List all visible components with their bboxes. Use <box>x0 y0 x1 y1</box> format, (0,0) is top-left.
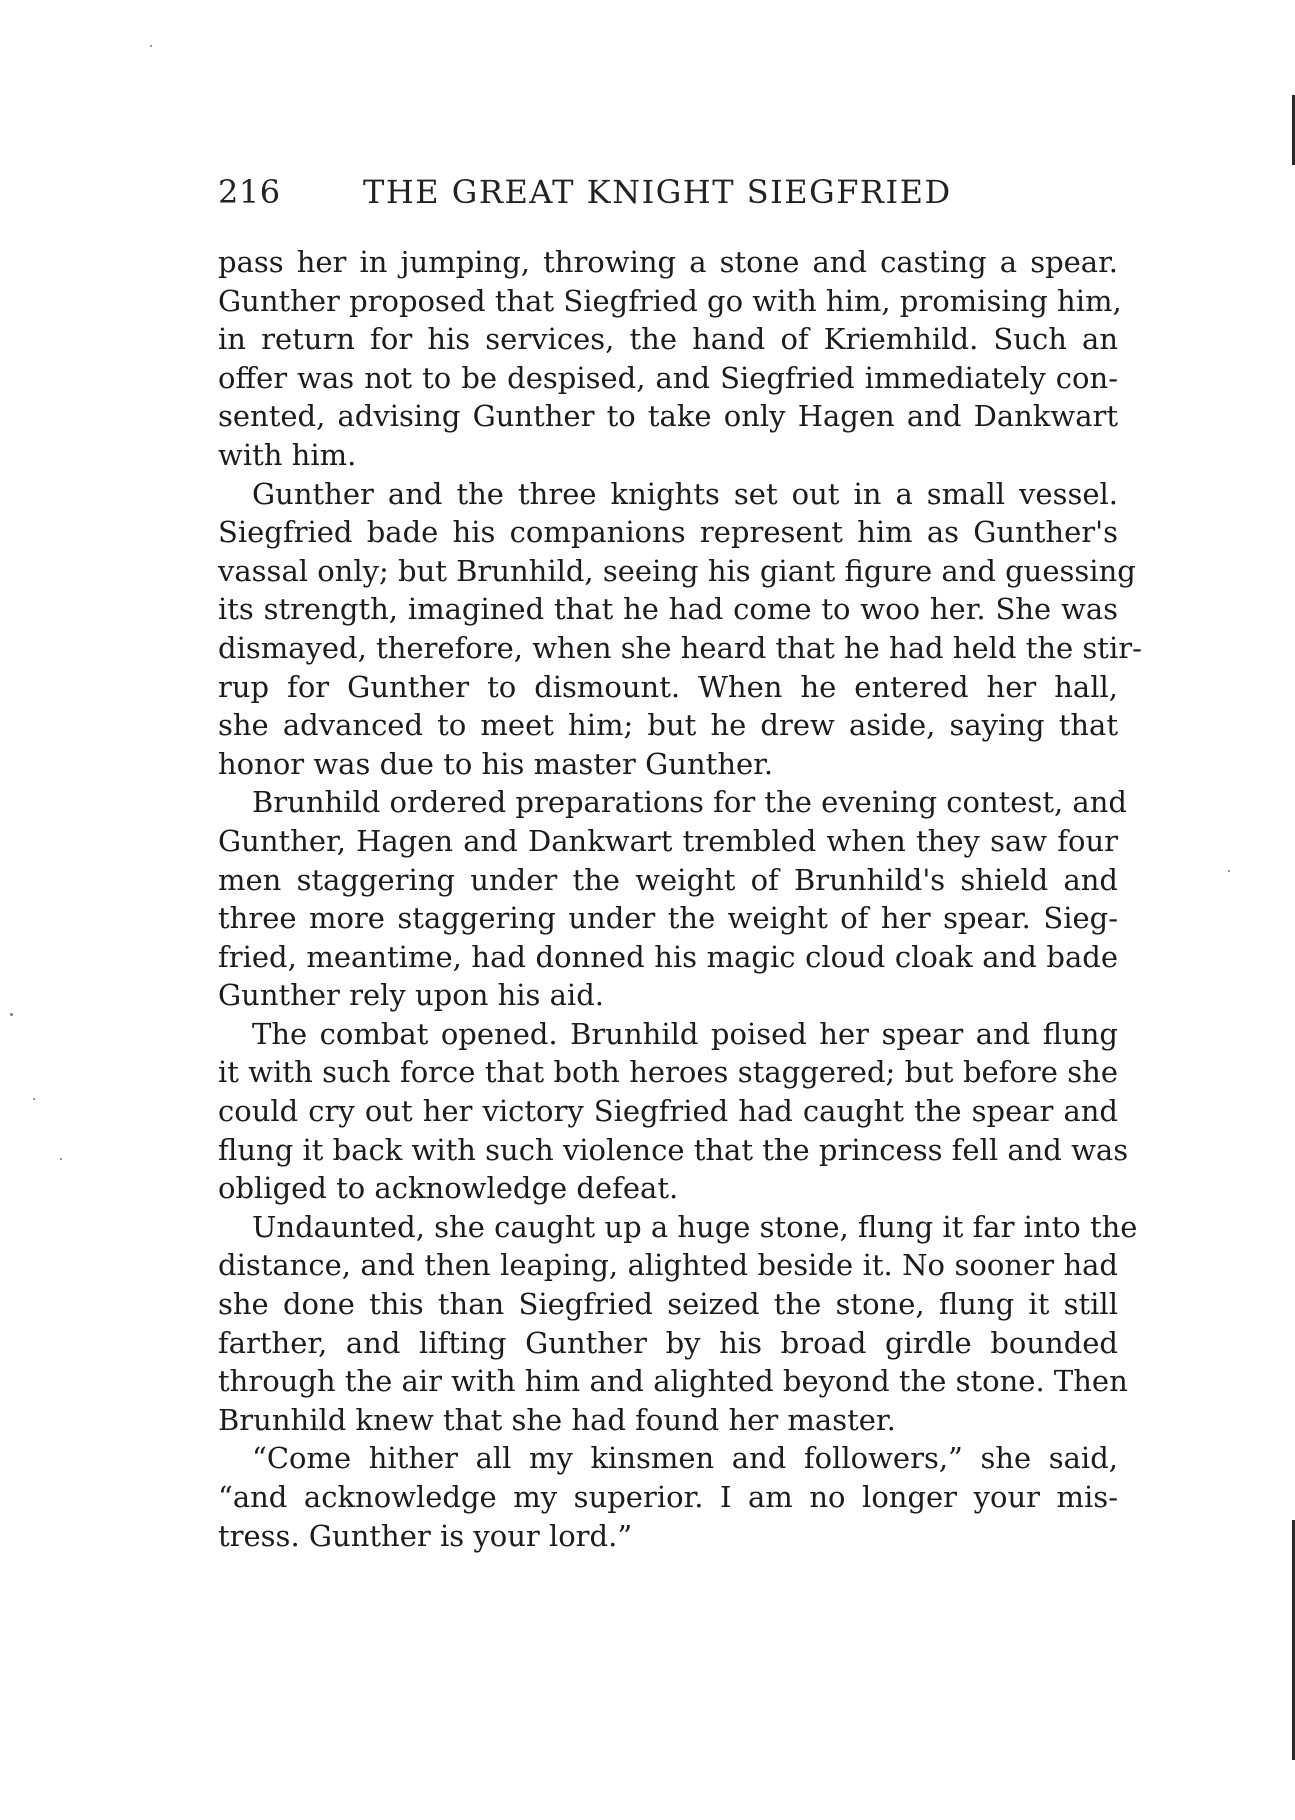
running-head <box>218 168 1118 216</box>
scan-speck <box>10 1013 13 1016</box>
text-line: The combat opened. Brunhild poised her spear and flung <box>252 1016 1118 1051</box>
text-line: rup for Gunther to dismount. When he entered her hall, <box>218 669 1118 704</box>
text-line: Siegfried bade his companions represent him as Gunther's <box>218 515 1118 550</box>
text-line: Brunhild ordered preparations for the evening contest, and <box>252 785 1127 820</box>
text-line: “Come hither all my kinsmen and followers,” she said, <box>252 1441 1118 1476</box>
text-line: she done this than Siegfried seized the stone, flung it still <box>218 1287 1118 1322</box>
text-line: farther, and lifting Gunther by his broad girdle bounded <box>218 1325 1118 1360</box>
text-line: flung it back with such violence that the princess fell and was <box>218 1132 1129 1167</box>
chapter-title: THE GREAT KNIGHT SIEGFRIED <box>363 173 952 211</box>
text-line: with him. <box>218 437 357 472</box>
text-line: she advanced to meet him; but he drew aside, saying that <box>218 708 1118 743</box>
page-number: 216 <box>218 173 281 211</box>
text-line: “and acknowledge my superior. I am no longer your mis- <box>218 1480 1118 1514</box>
text-line: through the air with him and alighted beyond the stone. Then <box>218 1364 1128 1399</box>
text-line: honor was due to his master Gunther. <box>218 746 774 781</box>
text-line: could cry out her victory Siegfried had caught the spear and <box>218 1094 1118 1129</box>
text-line: obliged to acknowledge defeat. <box>218 1171 679 1206</box>
text-line: pass her in jumping, throwing a stone and casting a spear. <box>218 245 1118 279</box>
text-line: its strength, imagined that he had come to woo her. She was <box>218 592 1118 627</box>
text-line: fried, meantime, had donned his magic cloud cloak and bade <box>218 939 1118 974</box>
text-line: Undaunted, she caught up a huge stone, flung it far into the <box>252 1209 1138 1244</box>
body-text <box>218 243 1142 1555</box>
scan-speck <box>150 45 152 47</box>
text-line: Gunther, Hagen and Dankwart trembled when they saw four <box>218 823 1118 858</box>
text-line: Gunther rely upon his aid. <box>218 978 604 1013</box>
text-line: dismayed, therefore, when she heard that he had held the stir- <box>218 630 1142 665</box>
text-line: three more staggering under the weight of her spear. Sieg- <box>218 901 1118 936</box>
text-line: Brunhild knew that she had found her master. <box>218 1402 896 1437</box>
scan-speck <box>60 1158 62 1160</box>
text-line: Gunther proposed that Siegfried go with him, promising him, <box>218 283 1122 318</box>
text-line: in return for his services, the hand of Kriemhild. Such an <box>218 322 1118 357</box>
scan-speck <box>33 1098 35 1100</box>
text-line: distance, and then leaping, alighted beside it. No sooner had <box>218 1248 1118 1283</box>
scan-speck <box>1228 870 1230 872</box>
text-line: offer was not to be despised, and Siegfried immediately con- <box>218 360 1118 395</box>
text-line: Gunther and the three knights set out in a small vessel. <box>252 476 1118 511</box>
text-line: vassal only; but Brunhild, seeing his giant figure and guessing <box>218 553 1136 588</box>
text-line: men staggering under the weight of Brunhild's shield and <box>218 862 1118 897</box>
text-line: it with such force that both heroes staggered; but before she <box>218 1055 1118 1090</box>
text-line: tress. Gunther is your lord.” <box>218 1518 633 1553</box>
text-line: sented, advising Gunther to take only Hagen and Dankwart <box>218 399 1118 434</box>
